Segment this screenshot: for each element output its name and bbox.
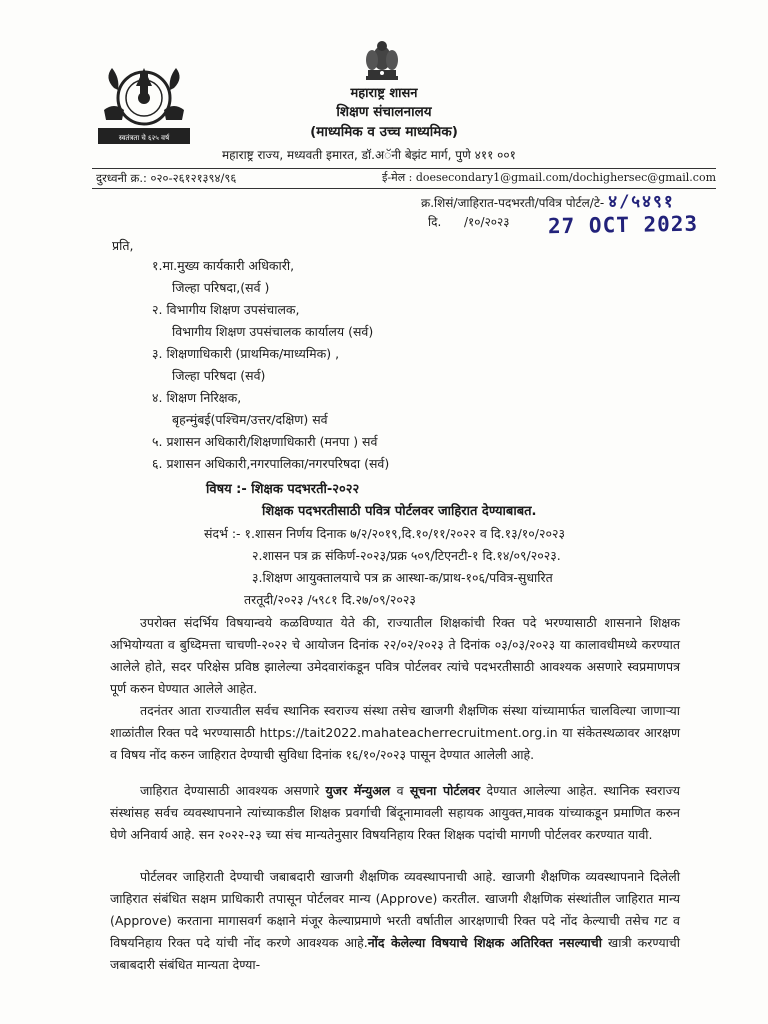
reference-line: ३.शिक्षण आयुक्तालयाचे पत्र क्र आस्था-क/प्राथ-१०६/पवित्र-सुधारित [252,570,553,585]
header-address: महाराष्ट्र राज्य, मध्यवती इमारत, डॉ.अॅनी बेझंट मार्ग, पुणे ४११ ००१ [222,148,516,162]
addressee-prefix: प्रति, [112,238,134,253]
addressee-line: विभागीय शिक्षण उपसंचालक कार्यालय (सर्व) [172,324,374,339]
date-label: दि. [428,215,442,229]
paragraph-text: पोर्टलवर जाहिराती देण्याची जबाबदारी खाजगी शैक्षणिक व्यवस्थापनाची आहे. खाजगी शैक्षणिक व्यवस्थापनाने दिलेली जाहिरात संबंधित सक्षम प्राधिकारी तपासून पोर्टलवर मान्य (Approve) करतील. खाजगी शैक्षणिक संस्थांतील जाहिरात मान्य (Approve) करताना मागासवर्ग कक्षाने मंजूर केल्याप्रमाणे भरती वर्षातील आरक्षणाची रिक्त पदे नोंद केल्याची तसेच गट व विषयनिहाय रिक्त पदे यांची नोंद करणे आवश्यक आहे. [110,869,680,950]
divider-top [92,168,716,169]
date-printed: /१०/२०२३ [464,215,510,229]
email-addresses: ई-मेल : doesecondary1@gmail.com/dochighersec@gmail.com [382,171,717,184]
phone-number: दुरध्वनी क्र.: ०२०-२६१२१३९४/९६ [96,171,237,185]
paragraph-text: देण्यात आलेल्या आहेत. स्थानिक स्वराज्य संस्थांसह सर्वच व्यवस्थापनाने त्यांच्याकडील शिक्षक प्रवर्गाची बिंदूनामावली सहायक आयुक्त,मावक यांच्याकडून प्रमाणित करुन घेणे अनिवार्य आहे. सन २०२२-२३ च्या संच मान्यतेनुसार विषयनिहाय रिक्त शिक्षक पदांची मागणी पोर्टलवर करण्यात यावी. [110,783,680,842]
body-paragraph-2: तदनंतर आता राज्यातील सर्वच स्थानिक स्वराज्य संस्था तसेच खाजगी शैक्षणिक संस्था यांच्यामार्फत चालविल्या जाणाऱ्या शाळांतील रिक्त पदे भरण्यासाठी https://tait2022.mahateacherrecruitment.org.in या संकेतस्थळावर आरक्षण व विषय नोंद करुन जाहिरात देण्याची सुविधा दिनांक १६/१०/२०२३ पासून देण्यात आलेली आहे. [110,703,680,762]
addressee-line: १.मा.मुख्य कार्यकारी अधिकारी, [152,258,295,273]
date-stamp: 27 OCT 2023 [547,211,699,239]
header-directorate: शिक्षण संचालनालय [336,104,432,120]
subject-line: विषय :- शिक्षक पदभरती-२०२२ [206,482,360,497]
bold-emphasis: नोंद केलेल्या विषयाचे शिक्षक अतिरिक्त नसल्याची [367,935,602,950]
outward-number-handwritten: ४/५४९१ [608,192,675,212]
header-government: महाराष्ट्र शासन [350,86,418,101]
addressee-line: जिल्हा परिषदा (सर्व) [172,368,266,383]
user-manual-term: युजर मॅन्युअल [325,783,391,798]
reference-line: संदर्भ :- १.शासन निर्णय दिनाक ७/२/२०१९,दि.१०/११/२०२२ व दि.१३/१०/२०२३ [204,526,566,541]
addressee-line: ३. शिक्षणाधिकारी (प्राथमिक/माध्यमिक) , [152,346,340,361]
addressee-line: ४. शिक्षण निरिक्षक, [152,390,242,405]
body-paragraph-1: उपरोक्त संदर्भिय विषयान्वये कळविण्यात येते की, राज्यातील शिक्षकांची रिक्त पदे भरण्यासाठी शासनाने शिक्षक अभियोग्यता व बुध्दिमत्ता चाचणी-२०२२ चे आयोजन दिनांक २२/०२/२०२३ ते दिनांक ०३/०३/२०२३ या कालावधीमध्ये करण्यात आलेले होते, सदर परिक्षेस प्रविष्ठ झालेल्या उमेदवारांकडून पवित्र पोर्टलवर त्यांचे पदभरतीसाठी आवश्यक असणारे स्वप्रमाणपत्र पूर्ण करुन घेण्यात आलेले आहेत. [110,615,680,696]
addressee-line: जिल्हा परिषदा,(सर्व ) [172,280,270,295]
reference-line: २.शासन पत्र क्र संकिर्ण-२०२३/प्रक्र ५०९/टिएनटी-१ दि.१४/०९/२०२३. [252,548,561,563]
divider-bottom [92,188,716,189]
subject-detail: शिक्षक पदभरतीसाठी पवित्र पोर्टलवर जाहिरात देण्याबाबत. [262,504,537,519]
paragraph-text: जाहिरात देण्यासाठी आवश्यक असणारे [140,783,326,798]
national-emblem-icon [362,36,402,84]
paragraph-text: व [390,783,410,798]
header-division: (माध्यमिक व उच्च माध्यमिक) [310,124,458,140]
directorate-logo [94,58,194,150]
notice-portal-term: सूचना पोर्टलवर [409,783,481,798]
addressee-line: बृहन्मुंबई(पश्चिम/उत्तर/दक्षिण) सर्व [172,412,328,427]
logo-caption: स्वतंत्रता चे ६२५ वर्ष [118,134,170,142]
body-paragraph-3 [110,780,680,846]
reference-line: तरतूदी/२०२३ /५९८१ दि.२७/०९/२०२३ [244,592,416,607]
addressee-line: ६. प्रशासन अधिकारी,नगरपालिका/नगरपरिषदा (सर्व) [152,456,390,471]
addressee-line: ५. प्रशासन अधिकारी/शिक्षणाधिकारी (मनपा ) सर्व [152,434,378,449]
addressee-line: २. विभागीय शिक्षण उपसंचालक, [152,302,300,317]
outward-number-printed: क्र.शिसं/जाहिरात-पदभरती/पवित्र पोर्टल/टे- [421,196,605,210]
outward-number [421,192,675,213]
paragraph-text: खात्री करण्याची जबाबदारी संबंधित मान्यता देण्या- [110,935,680,972]
body-paragraph-4 [110,866,680,976]
